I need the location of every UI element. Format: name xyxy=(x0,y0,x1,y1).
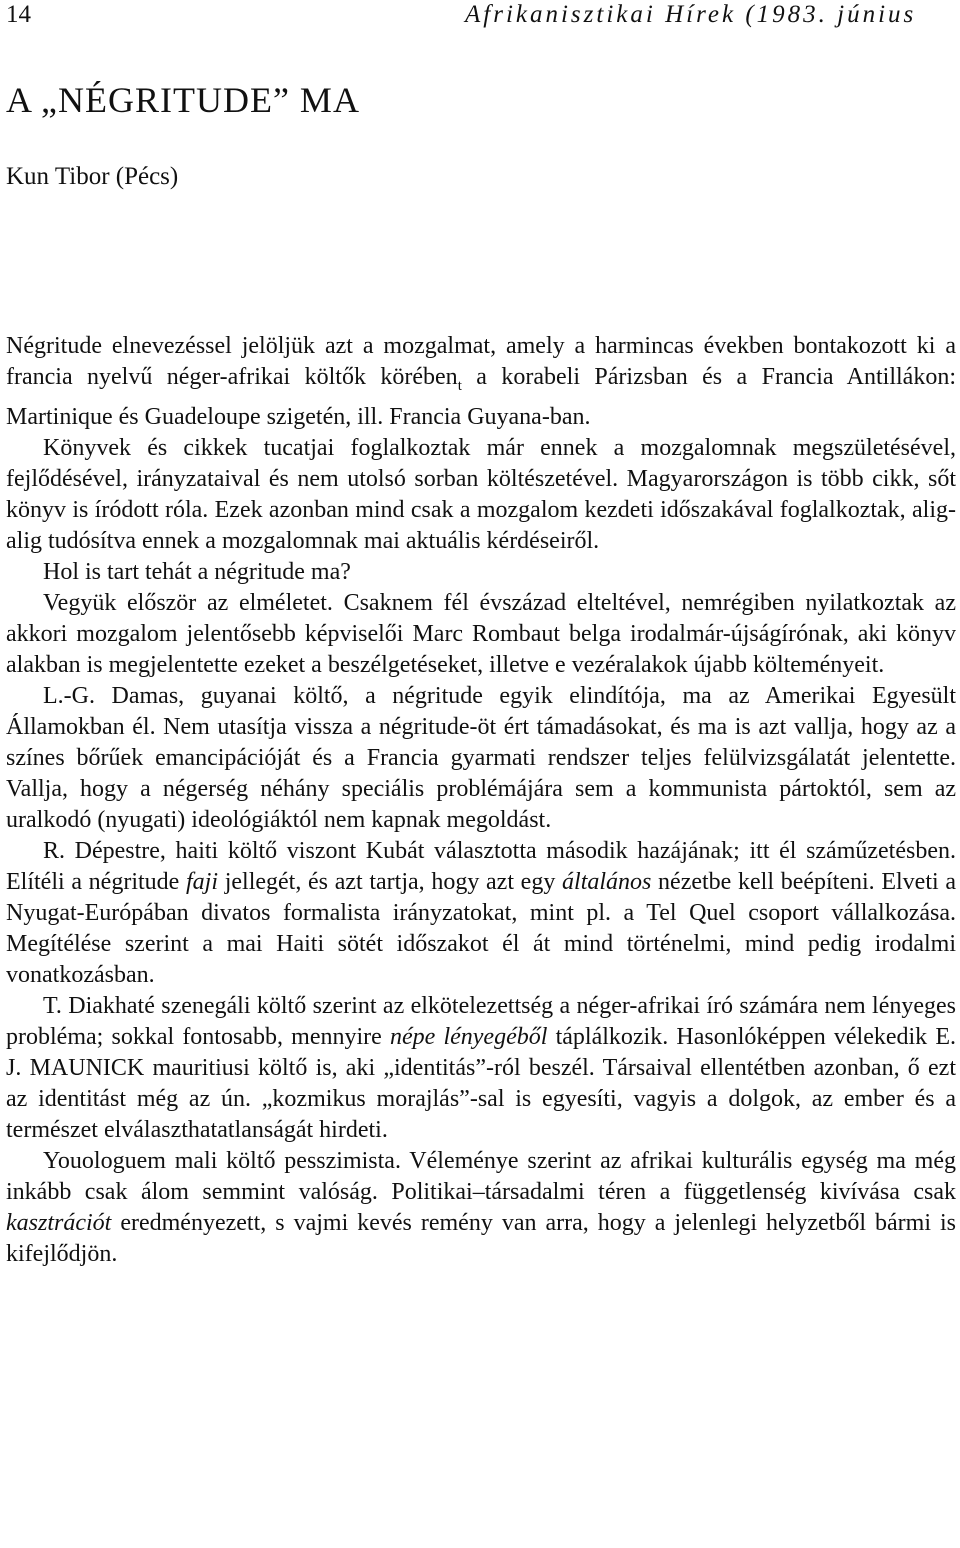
body-paragraph xyxy=(6,331,956,433)
article-title: A „NÉGRITUDE” MA xyxy=(6,80,360,120)
paragraph-text: Négritude elnevezéssel jelöljük azt a mozgalmat, amely a harmincas években bontakozott ki a francia nyelvű néger-afrikai költők körében xyxy=(6,333,956,390)
emphasis-text: általános xyxy=(562,868,652,895)
body-paragraph xyxy=(6,1146,956,1270)
paragraph-text: Hol is tart tehát a négritude ma? xyxy=(43,558,351,585)
body-paragraph xyxy=(6,433,956,557)
emphasis-text: népe lényegéből xyxy=(389,1023,548,1050)
paragraph-text: táplálkozik. Hasonlóképpen vélekedik E. J. MAUNICK mauritiusi költő is, aki „identitás”-ról beszél. Társaival ellentétben azonban, ő ezt az identitást még az ún. „kozmikus morajlás”-sal is egyesíti, vagyis a dolgok, az ember és a természet elválaszthatatlanságát hirdeti. xyxy=(6,1023,957,1143)
body-paragraph xyxy=(6,681,956,836)
page-number: 14 xyxy=(6,1,31,28)
emphasis-text: kasztrációt xyxy=(6,1209,112,1236)
paragraph-text: L.-G. Damas, guyanai költő, a négritude egyik elindítója, ma az Amerikai Egyesült Államokban él. Nem utasítja vissza a négritude-öt ért támadásokat, és ma is azt vallja, hogy az a színes bőrűek emancipációját és a Francia gyarmati rendszer teljes felülvizsgálatát jelentette. Vallja, hogy a négerség néhány speciális problémájára sem a kommunista pártoktól, sem az uralkodó (nyugati) ideológiáktól nem kapnak megoldást. xyxy=(6,682,956,833)
paragraph-text: R. Dépestre, haiti költő viszont Kubát választotta második hazájának; itt él száműzetésben. Elítéli a négritude xyxy=(6,837,956,895)
page-header xyxy=(0,0,960,34)
paragraph-text: nézetbe kell beépíteni. Elveti a Nyugat-Európában divatos formalista irányzatokat, mint pl. a Tel Quel csoport vállalkozása. Megítélése szerint a mai Haiti sötét időszakot él át mind történelmi, mind pedig irodalmi vonatkozásban. xyxy=(6,868,956,988)
article-author: Kun Tibor (Pécs) xyxy=(6,163,179,190)
paragraph-text: eredményezett, s vajmi kevés remény van arra, hogy a jelenlegi helyzetből bármi is kifejlődjön. xyxy=(6,1209,956,1267)
paragraph-text: jellegét, és azt tartja, hogy azt egy xyxy=(218,868,563,895)
paragraph-text: Youologuem mali költő pesszimista. Véleménye szerint az afrikai kulturális egység ma még inkább csak álom semmint valóság. Politikai–társadalmi téren a függetlenség kivívása csak xyxy=(6,1147,956,1205)
paragraph-text: a korabeli Párizsban és a Francia Antillákon: Martinique és Guadeloupe szigetén, ill. Francia Guyana-ban. xyxy=(6,364,957,430)
emphasis-text: faji xyxy=(186,868,219,895)
body-paragraph xyxy=(6,557,956,588)
running-head: Afrikanisztikai Hírek (1983. június xyxy=(465,1,917,28)
subscript-text: t xyxy=(457,377,462,394)
article-body xyxy=(6,331,956,1270)
paragraph-text: Vegyük először az elméletet. Csaknem fél évszázad elteltével, nemrégiben nyilatkoztak az akkori mozgalom jelentősebb képviselői Marc Rombaut belga irodalmár-újságírónak, aki könyv alakban is megjelentette ezeket a beszélgetéseket, illetve e vezéralakok újabb költeményeit. xyxy=(6,589,956,678)
paragraph-text: T. Diakhaté szenegáli költő szerint az elkötelezettség a néger-afrikai író számára nem lényeges probléma; sokkal fontosabb, mennyire xyxy=(6,992,956,1050)
paragraph-text: Könyvek és cikkek tucatjai foglalkoztak már ennek a mozgalomnak megszületésével, fejlődésével, irányzataival és nem utolsó sorban költészetével. Magyarországon is több cikk, sőt könyv is íródott róla. Ezek azonban mind csak a mozgalom kezdeti időszakával foglalkoztak, alig-alig tudósítva ennek a mozgalomnak mai aktuális kérdéseiről. xyxy=(6,434,956,554)
body-paragraph xyxy=(6,588,956,681)
body-paragraph xyxy=(6,836,956,991)
body-paragraph xyxy=(6,991,956,1146)
